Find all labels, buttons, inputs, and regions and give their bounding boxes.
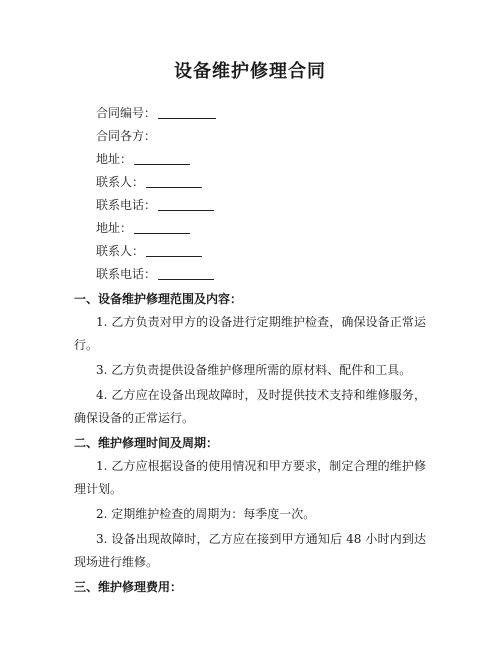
document-title: 设备维护修理合同 [174,61,326,82]
field-label: 联系人： [96,175,145,189]
clause-1-1: 1. 乙方负责对甲方的设备进行定期维护检查，确保设备正常运行。 [74,315,426,352]
field-label: 地址： [96,221,133,235]
field-label: 地址： [96,152,133,166]
field-label: 联系电话： [96,198,157,212]
fill-blank[interactable] [158,104,216,119]
section-heading-2: 二、维护修理时间及周期： [74,436,219,450]
section-heading-3: 三、维护修理费用： [74,580,183,594]
fill-blank[interactable] [146,173,202,188]
contract-parties-field [74,125,426,148]
clause-2-2: 2. 定期维护检查的周期为：每季度一次。 [96,507,316,521]
contact-phone-field-2 [74,263,426,286]
section-heading-1: 一、设备维护修理范围及内容： [74,292,243,306]
party-fields [74,102,426,286]
address-field-2 [74,217,426,240]
fill-blank[interactable] [158,265,214,280]
fill-blank[interactable] [134,219,190,234]
contact-phone-field-1 [74,194,426,217]
contact-person-field-2 [74,240,426,263]
fill-blank[interactable] [146,242,202,257]
clause-1-4: 4. 乙方应在设备出现故障时，及时提供技术支持和维修服务，确保设备的正常运行。 [74,388,426,425]
clause-2-1: 1. 乙方应根据设备的使用情况和甲方要求，制定合理的维护修理计划。 [74,459,426,496]
contact-person-field-1 [74,171,426,194]
clause-1-3: 3. 乙方负责提供设备维护修理所需的原材料、配件和工具。 [96,363,412,377]
fill-blank[interactable] [134,150,190,165]
field-label: 联系人： [96,244,145,258]
field-label: 合同编号： [96,106,157,120]
field-label: 联系电话： [96,267,157,281]
field-label: 合同各方： [96,129,157,143]
address-field-1 [74,148,426,171]
contract-number-field [74,102,426,125]
clause-2-3: 3. 设备出现故障时，乙方应在接到甲方通知后 48 小时内到达现场进行维修。 [74,532,426,569]
fill-blank[interactable] [158,196,214,211]
